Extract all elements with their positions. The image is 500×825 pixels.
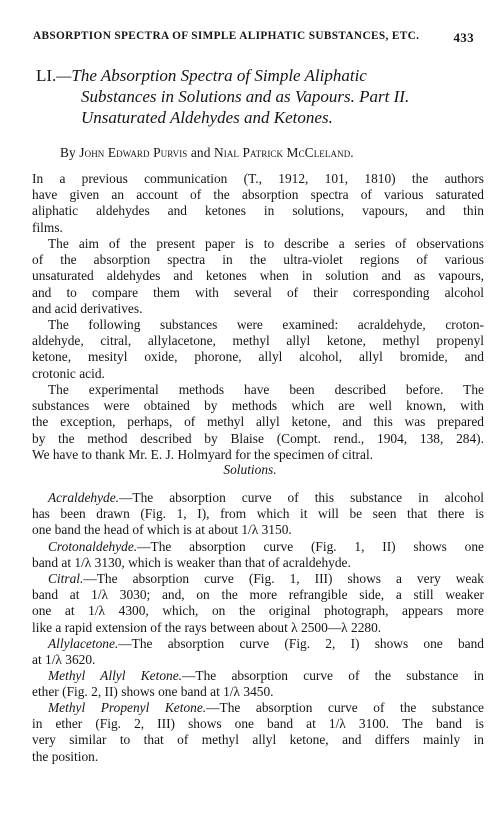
text-line: crotonic acid. [32, 365, 105, 381]
entry-citral [32, 571, 484, 636]
entry-crotonaldehyde [32, 539, 484, 571]
text-line: of the absorption spectra in the ultra-violet regions of various [32, 252, 484, 268]
text-line: band at 1/λ 3030; and, on the more refrangible side, a still weaker [32, 587, 484, 603]
author-line [60, 145, 490, 161]
substance-name: Crotonaldehyde. [48, 539, 138, 554]
text-line: like a rapid extension of the rays between about λ 2500—λ 2280. [32, 619, 382, 635]
entry-allylacetone [32, 636, 484, 668]
text-line: one at 1/λ 4300, which, on the original photograph, appears more [32, 603, 484, 619]
entry-methyl-propenyl-ketone [32, 700, 484, 765]
page-number: 433 [453, 30, 474, 45]
text-line: aldehyde, citral, allylacetone, methyl allyl ketone, methyl propenyl [32, 333, 484, 349]
substance-name: Methyl Allyl Ketone. [48, 668, 183, 683]
intro-paragraph-2 [32, 236, 484, 317]
running-head-title: ABSORPTION SPECTRA OF SIMPLE ALIPHATIC SUBSTANCES, ETC. [33, 30, 420, 42]
intro-paragraph-1 [32, 171, 484, 236]
intro-paragraph-4 [32, 382, 484, 463]
text-line: and acid derivatives. [32, 300, 143, 316]
author-purvis: John Edward Purvis [79, 145, 188, 160]
text-line: unsaturated aldehydes and ketones when in solution and as vapours, [32, 268, 484, 284]
text-line: band at 1/λ 3130, which is weaker than that of acraldehyde. [32, 555, 351, 571]
text-line: in ether (Fig. 2, III) shows one band at 1/λ 3100. The band is [32, 716, 484, 732]
running-head [33, 30, 474, 46]
entry-methyl-allyl-ketone [32, 668, 484, 700]
text-line: at 1/λ 3620. [32, 652, 96, 668]
text-line: one band the head of which is at about 1/λ 3150. [32, 522, 292, 538]
entry-acraldehyde [32, 490, 484, 539]
substance-name: Methyl Propenyl Ketone. [48, 700, 207, 715]
and-word: and [190, 145, 211, 160]
substance-name: Citral. [48, 571, 84, 586]
text-line: ether (Fig. 2, II) shows one band at 1/λ 3450. [32, 684, 274, 700]
text-line: In a previous communication (T., 1912, 101, 1810) the authors [32, 171, 484, 186]
title-line-1: —The Absorption Spectra of Simple Aliphatic [56, 66, 367, 85]
text-line: films. [32, 219, 63, 235]
text-line: The following substances were examined: acraldehyde, croton- [48, 317, 484, 332]
text-line: Acraldehyde.—The absorption curve of this substance in alcohol [48, 490, 484, 505]
by-word: By [60, 145, 76, 160]
text-line: have given an account of the absorption spectra of various saturated [32, 187, 484, 203]
text-line: The experimental methods have been described before. The [48, 382, 484, 397]
substance-name: Acraldehyde. [48, 490, 120, 505]
text-line: and to compare them with several of their corresponding alcohol [32, 284, 484, 300]
text-line: Allylacetone.—The absorption curve (Fig. 2, I) shows one band [48, 636, 484, 651]
intro-paragraph-3 [32, 317, 484, 382]
text-line: Crotonaldehyde.—The absorption curve (Fig. 1, II) shows one [48, 539, 484, 554]
section-heading-solutions: Solutions. [223, 462, 277, 477]
text-line: ketone, mesityl oxide, phorone, allyl alcohol, allyl bromide, and [32, 349, 484, 365]
author-mccleland: Nial Patrick McCleland. [213, 145, 354, 160]
text-line: Citral.—The absorption curve (Fig. 1, III) shows a very weak [48, 571, 484, 586]
text-line: substances were obtained by methods which are well known, with [32, 398, 484, 414]
article-title [36, 65, 486, 128]
text-line: has been drawn (Fig. 1, I), from which it will be seen that there is [32, 506, 484, 522]
article-number: LI. [36, 66, 57, 85]
text-line: The aim of the present paper is to describe a series of observations [48, 236, 484, 251]
text-line: very similar to that of methyl allyl ketone, and differs mainly in [32, 732, 484, 748]
text-line: We have to thank Mr. E. J. Holmyard for the specimen of citral. [32, 446, 374, 462]
title-line-3: Unsaturated Aldehydes and Ketones. [81, 108, 333, 127]
title-line-2: Substances in Solutions and as Vapours. Part II. [81, 87, 410, 106]
text-line: aliphatic aldehydes and ketones in solutions, vapours, and thin [32, 203, 484, 219]
text-line: Methyl Allyl Ketone.—The absorption curve of the substance in [48, 668, 484, 683]
text-line: by the method described by Blaise (Compt. rend., 1904, 138, 284). [32, 430, 484, 446]
text-line: Methyl Propenyl Ketone.—The absorption curve of the substance [48, 700, 484, 715]
text-line: the position. [32, 748, 99, 764]
substance-name: Allylacetone. [48, 636, 119, 651]
text-line: the exception, perhaps, of methyl allyl ketone, and this was prepared [32, 414, 484, 430]
